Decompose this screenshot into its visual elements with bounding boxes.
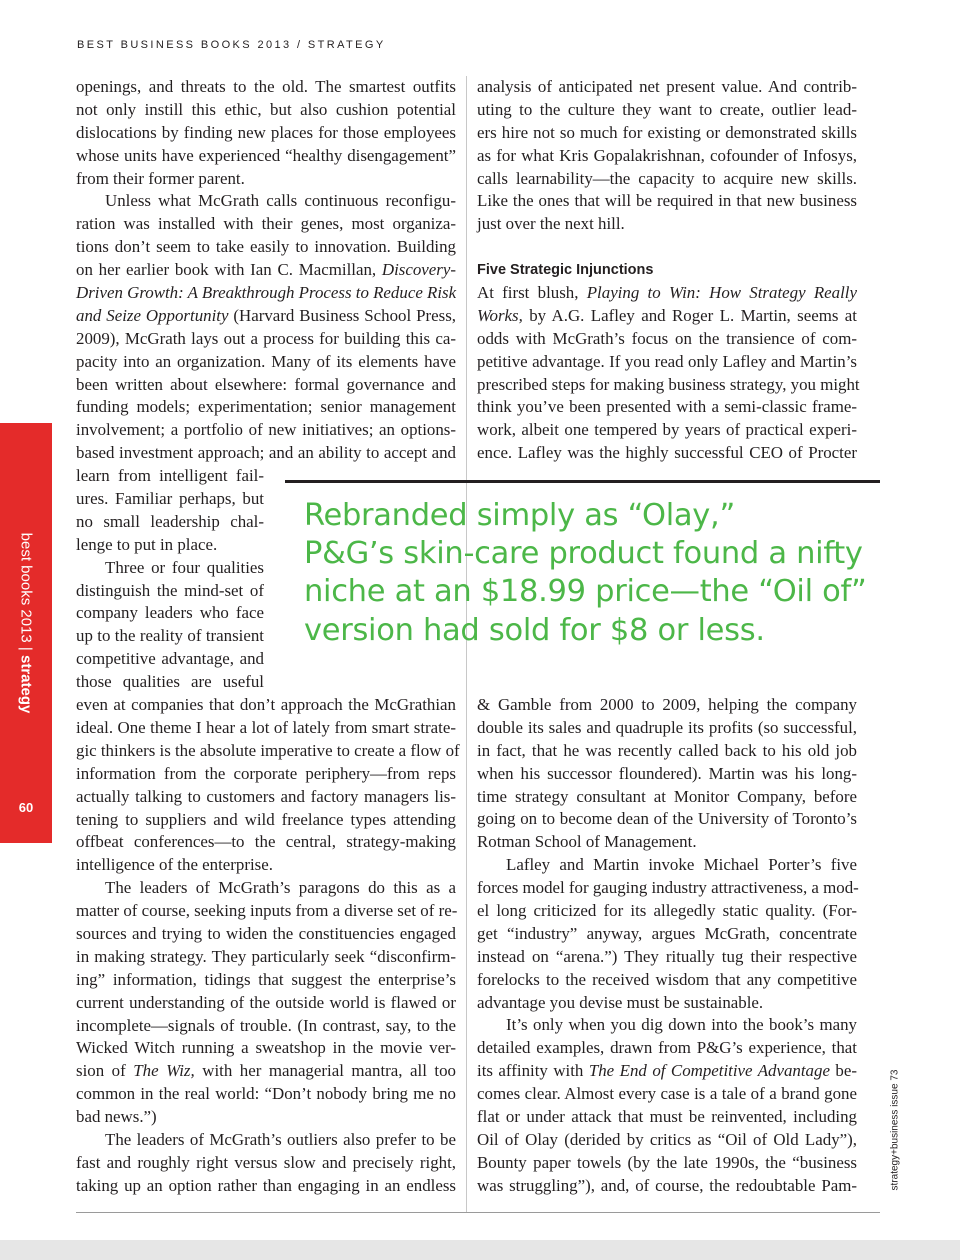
text-line: Three or four qualities (105, 557, 264, 577)
text-line: Lafley and Martin invoke Michael Porter’s five (506, 855, 857, 875)
text-line (76, 1060, 456, 1083)
text-line: ideal. One theme I hear a lot of lately from smart strate- (76, 717, 456, 737)
text-run: by A.G. Lafley and Roger L. Martin, seems at (522, 305, 857, 325)
text-line: when his successor floundered). Martin was his long- (477, 763, 857, 783)
text-line: been written about elsewhere: formal governance and (76, 374, 456, 394)
text-line: no small leadership chal- (76, 511, 264, 531)
text-line: in making strategy. They particularly seek “disconfirm- (76, 946, 456, 966)
text-line: time strategy consultant at Monitor Company, before (477, 786, 857, 806)
text-line: think you’ve been presented with a semi-classic frame- (477, 397, 857, 417)
text-line (477, 305, 857, 328)
text-line: ers hire not so much for existing or demonstrated skills (477, 122, 857, 142)
text-line: Like the ones that will be required in that new business (477, 191, 857, 211)
text-line: learn from intelligent fail- (76, 466, 264, 486)
book-title: Playing to Win: How Strategy Really (586, 283, 857, 303)
text-line: bad news.”) (76, 1107, 157, 1127)
pull-quote-line: P&G’s skin-care product found a nifty (304, 536, 863, 572)
film-title: The Wiz, (133, 1061, 195, 1081)
text-run: sion of (76, 1061, 134, 1081)
text-line: ures. Familiar perhaps, but (76, 489, 264, 509)
bottom-band (0, 1240, 960, 1260)
text-line: analysis of anticipated net present value. And contrib- (477, 77, 857, 96)
text-line: lenge to put in place. (76, 534, 218, 554)
text-line: The leaders of McGrath’s outliers also prefer to be (105, 1129, 456, 1149)
text-line: dislocations by finding new places for those employees (76, 122, 456, 142)
text-line: Rotman School of Management. (477, 832, 697, 852)
right-column-lower (477, 694, 857, 1198)
bottom-rule (76, 1212, 880, 1213)
section-tab-section: strategy (17, 654, 35, 714)
text-line: intelligence of the enterprise. (76, 855, 273, 875)
text-line: up to the reality of transient (76, 626, 264, 646)
text-line: distinguish the mind-set of (76, 580, 264, 600)
text-line: calls learnability—the capacity to acquire new skills. (477, 168, 857, 188)
text-line: Wicked Witch running a sweatshop in the movie ver- (76, 1038, 456, 1058)
text-line: taking up an option rather than engaging in an endless (76, 1175, 456, 1195)
pull-quote (304, 497, 867, 650)
text-line: gic thinkers is the absolute imperative to create a flow of (76, 740, 460, 760)
text-line: based investment approach; and an ability to accept and (76, 443, 456, 463)
text-line: whose units have experienced “healthy disengagement” (76, 145, 456, 165)
text-run: be- (829, 1061, 857, 1081)
text-line: get “industry” anyway, argues McGrath, concentrate (477, 923, 857, 943)
text-line: funding models; experimentation; senior management (76, 397, 456, 417)
text-line: Oil of Olay (derided by critics as “Oil of Old Lady”), (477, 1129, 857, 1149)
pull-quote-rule (285, 480, 880, 483)
right-column (477, 76, 860, 465)
pull-quote-line: version had sold for $8 or less. (304, 612, 765, 648)
text-line: matter of course, seeking inputs from a diverse set of re- (76, 901, 458, 921)
text-line: even at companies that don’t approach the McGrathian (76, 695, 456, 715)
book-title: and Seize Opportunity (76, 305, 229, 325)
book-title: Works, (477, 305, 523, 325)
text-line: advantage you devise must be sustainable. (477, 992, 764, 1012)
section-tab-prefix: best books 2013 | (17, 532, 35, 655)
text-line: el long criticized for its allegedly static quality. (For- (477, 901, 857, 921)
page-number: 60 (18, 800, 34, 815)
text-line (477, 1060, 857, 1083)
text-run: (Harvard Business School Press, (228, 305, 456, 325)
text-line: It’s only when you dig down into the book’s many (506, 1015, 857, 1035)
text-line: odds with McGrath’s focus on the transience of com- (477, 328, 857, 348)
text-line: company leaders who face (76, 603, 264, 623)
text-line (76, 259, 456, 282)
book-title: Driven Growth: A Breakthrough Process to Reduce Risk (76, 283, 457, 303)
text-line: those qualities are useful (76, 672, 264, 692)
book-title: Discovery- (381, 260, 456, 280)
text-line: current understanding of the outside world is flawed or (76, 992, 456, 1012)
text-line: instead on “arena.”) They ritually tug their respective (477, 946, 857, 966)
text-line: work, albeit one tempered by years of practical experi- (477, 420, 857, 440)
text-run: its affinity with (477, 1061, 589, 1081)
text-line: competitive advantage, and (76, 649, 264, 669)
text-line: tening to suppliers and wild freelance types attending (76, 809, 456, 829)
text-line: sources and trying to widen the constituencies engaged (76, 923, 456, 943)
text-line: fast and roughly right versus slow and precisely right, (76, 1152, 456, 1172)
text-line: involvement; a portfolio of new initiatives; an options- (76, 420, 456, 440)
text-line: ration was installed with their genes, most organiza- (76, 214, 456, 234)
text-line: Bounty paper towels (by the late 1990s, the “business (477, 1152, 857, 1172)
text-line: tions don’t seem to take easily to innovation. Building (76, 237, 456, 257)
text-line: offbeat conferences—to the central, strategy-making (76, 832, 456, 852)
text-line: double its sales and quadruple its profits (so successful, (477, 717, 857, 737)
text-line: common in the real world: “Don’t nobody bring me no (76, 1084, 456, 1104)
text-line: as for what Kris Gopalakrishnan, cofounder of Infosys, (477, 145, 857, 165)
text-line: not only instill this ethic, but also cushion potential (76, 99, 456, 119)
text-line (477, 282, 857, 305)
text-line: just over the next hill. (477, 214, 625, 234)
text-line: actually talking to customers and factory managers lis- (76, 786, 456, 806)
text-line: prescribed steps for making business strategy, you might (477, 374, 860, 394)
text-run: At first blush, (477, 283, 587, 303)
text-line: was struggling”), and, of course, the redoubtable Pam- (477, 1175, 857, 1195)
running-head: BEST BUSINESS BOOKS 2013 / STRATEGY (77, 39, 386, 51)
text-line: ence. Lafley was the highly successful CEO of Procter (477, 443, 857, 463)
text-line: & Gamble from 2000 to 2009, helping the company (477, 695, 857, 714)
text-line (76, 282, 456, 305)
text-line: petitive advantage. If you read only Lafley and Martin’s (477, 351, 857, 371)
text-line: forces model for gauging industry attractiveness, a mod- (477, 878, 859, 898)
text-line: pacity into an organization. Many of its elements have (76, 351, 456, 371)
section-tab-label (18, 533, 35, 714)
text-line: from their former parent. (76, 168, 245, 188)
text-line: going on to become dean of the University of Toronto’s (477, 809, 857, 829)
text-run: on her earlier book with Ian C. Macmillan, (76, 260, 382, 280)
issue-label: strategy+business issue 73 (889, 1069, 901, 1191)
text-line: openings, and threats to the old. The smartest outfits (76, 77, 456, 96)
text-line: comes clear. Almost every case is a tale of a brand gone (477, 1084, 857, 1104)
text-line: incomplete—signals of trouble. (In contrast, say, to the (76, 1015, 456, 1035)
text-line: uting to the culture they want to create, outlier lead- (477, 99, 857, 119)
text-run: with her managerial mantra, all too (194, 1061, 456, 1081)
pull-quote-line: niche at an $18.99 price—the “Oil of” (304, 574, 867, 610)
text-line: detailed examples, drawn from P&G’s experience, that (477, 1038, 857, 1058)
text-line: forelocks to the received wisdom that any competitive (477, 969, 857, 989)
text-line: flat or under attack that must be reinvented, including (477, 1107, 857, 1127)
text-line: Unless what McGrath calls continuous reconfigu- (105, 191, 456, 211)
text-line: 2009), McGrath lays out a process for building this ca- (76, 328, 456, 348)
text-line: The leaders of McGrath’s paragons do this as a (105, 878, 456, 898)
book-title: The End of Competitive Advantage (588, 1061, 830, 1081)
text-line: ing” information, tidings that suggest the enterprise’s (76, 969, 456, 989)
pull-quote-line: Rebranded simply as “Olay,” (304, 498, 735, 533)
text-line: in fact, that he was recently called back to his old job (477, 740, 857, 760)
text-line: information from the corporate periphery—from reps (76, 763, 456, 783)
section-tab (0, 423, 52, 843)
section-heading: Five Strategic Injunctions (477, 262, 654, 278)
text-line (76, 305, 456, 328)
